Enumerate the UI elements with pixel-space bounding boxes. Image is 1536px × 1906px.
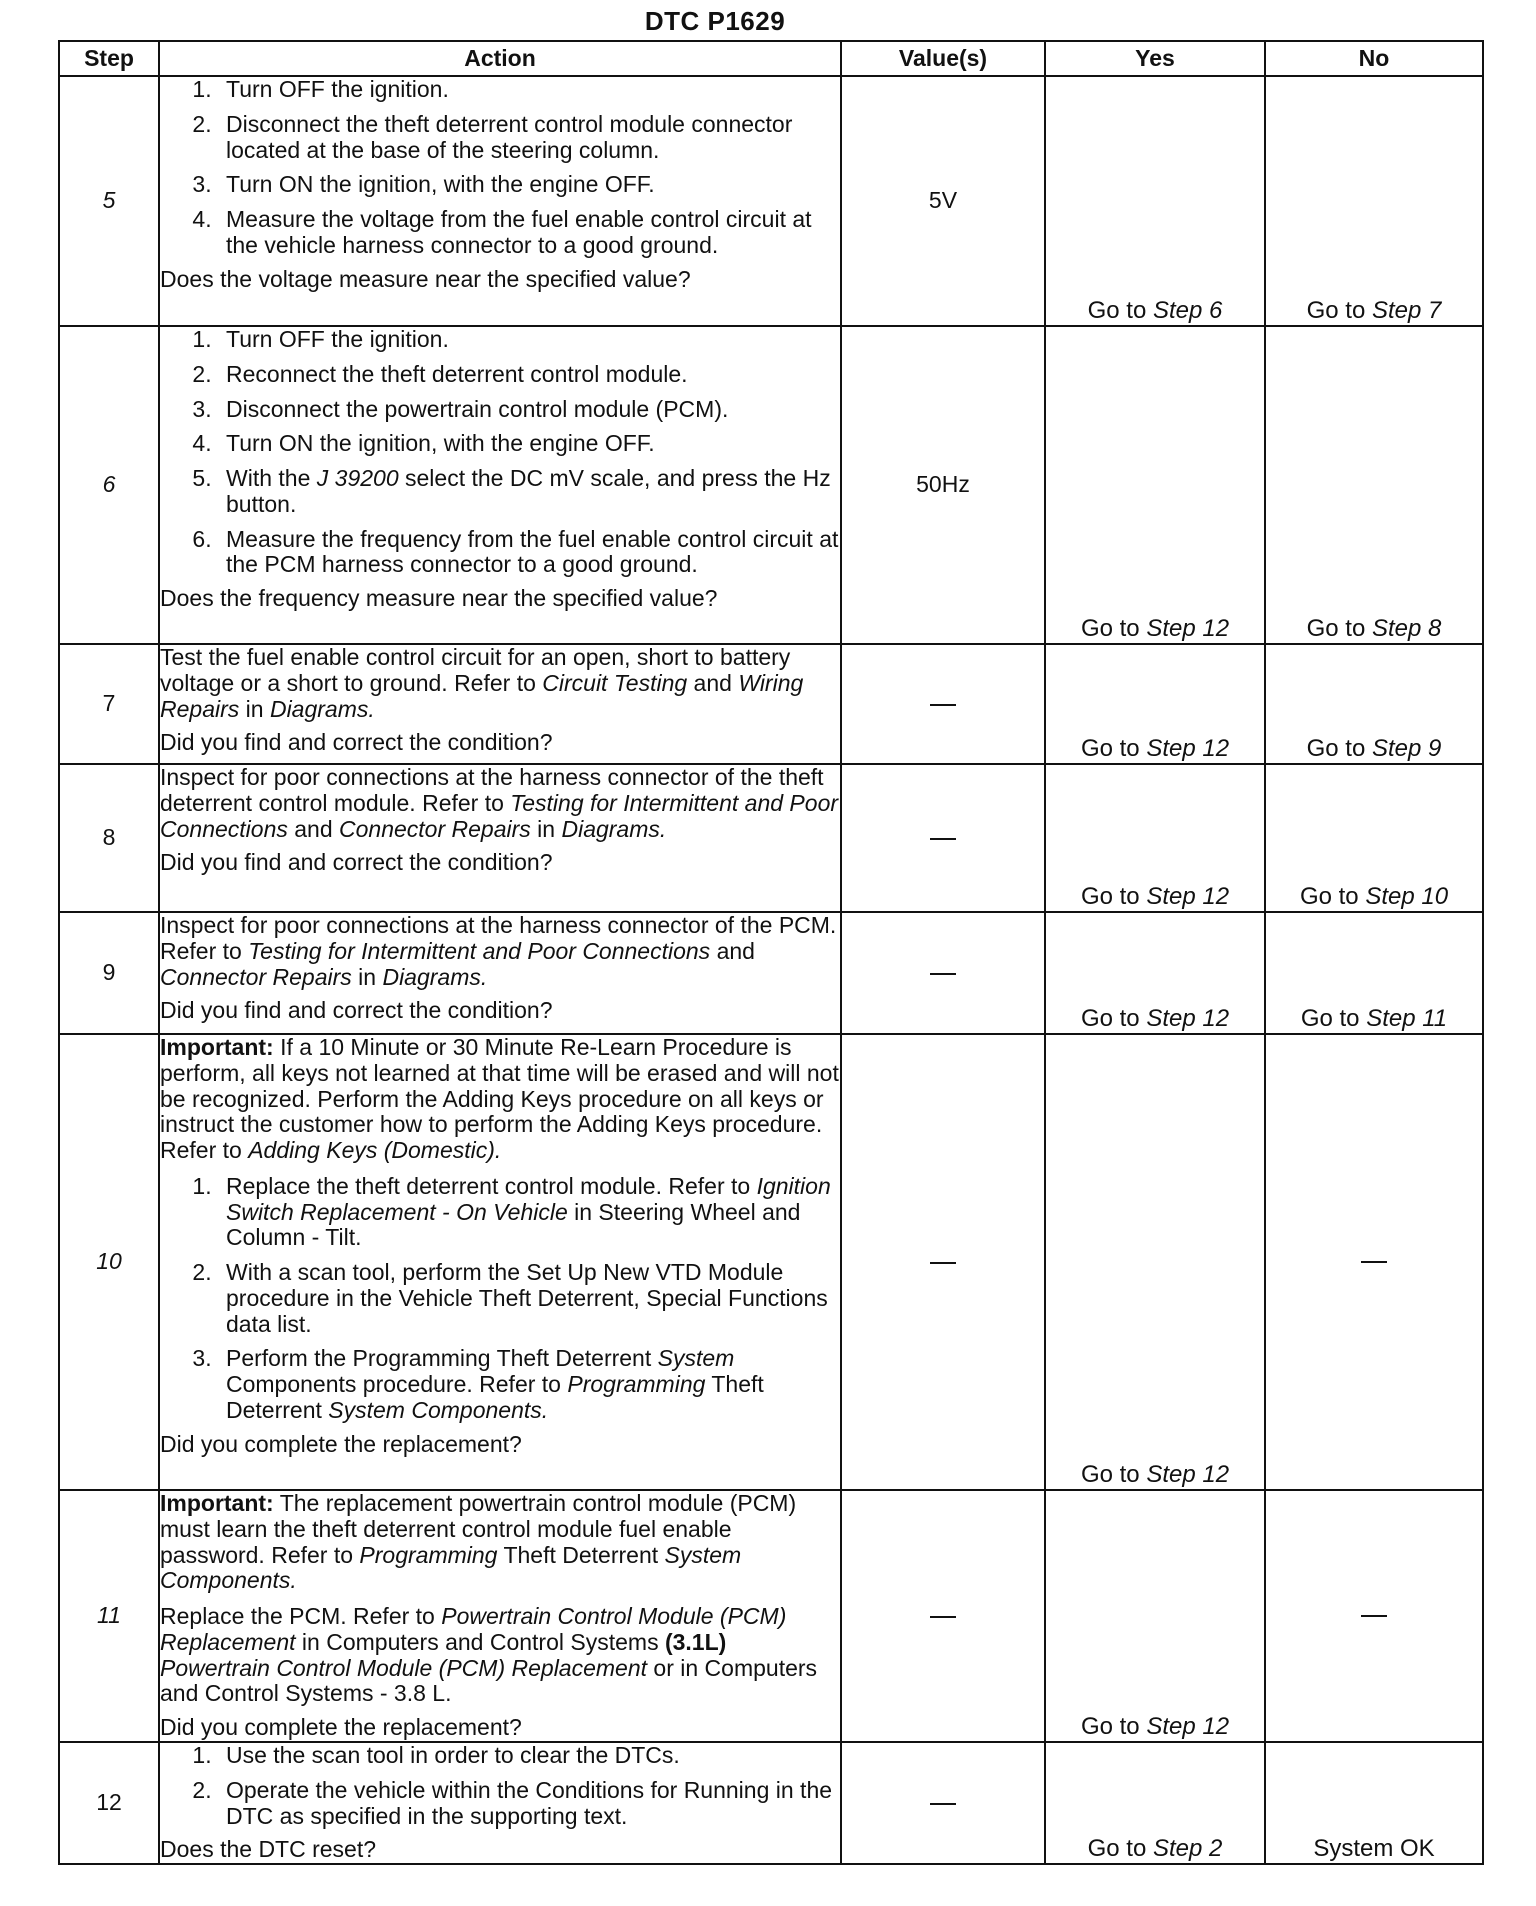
reference-link[interactable]: Powertrain Control Module (PCM) Replacement	[160, 1654, 648, 1681]
table-row	[59, 1742, 1483, 1864]
dash-mark	[1361, 1261, 1387, 1263]
question-text: Did you find and correct the condition?	[160, 997, 553, 1024]
no-cell: System OK	[1265, 1742, 1483, 1864]
list-item	[218, 1346, 840, 1423]
important-label: Important:	[160, 1034, 274, 1060]
value-cell	[841, 1490, 1045, 1742]
list-item: 6. Measure the frequency from the fuel enable control circuit at the PCM harness connector to a good ground.	[218, 527, 840, 579]
action-text: and	[710, 937, 755, 964]
important-note	[160, 1035, 840, 1164]
reference-link[interactable]: Circuit Testing	[542, 669, 688, 696]
action-list	[160, 327, 840, 578]
yes-step-link[interactable]: Step 12	[1146, 615, 1230, 643]
value-cell	[841, 1742, 1045, 1864]
action-cell	[159, 1034, 841, 1490]
list-item	[218, 1174, 840, 1251]
action-text: in	[530, 815, 562, 842]
dash-mark	[930, 1262, 956, 1264]
table-row	[59, 76, 1483, 326]
value-cell	[841, 1034, 1045, 1490]
important-note	[160, 1491, 840, 1594]
reference-link[interactable]: Testing for Intermittent and Poor Connections	[160, 789, 839, 842]
no-step-link[interactable]: Step 7	[1371, 297, 1442, 325]
reference-link[interactable]: Programming	[359, 1541, 498, 1568]
reference-link[interactable]: Wiring Repairs	[160, 669, 804, 722]
action-cell	[159, 326, 841, 644]
yes-step-link[interactable]: Step 12	[1146, 883, 1230, 911]
yes-prefix: Go to	[1080, 1461, 1147, 1489]
important-text: The replacement powertrain control module (PCM) must learn the theft deterrent control module fuel enable password. Refer to	[160, 1490, 797, 1568]
yes-step-link[interactable]: Step 2	[1152, 1835, 1223, 1863]
list-item-text: in Steering Wheel and Column - Tilt.	[226, 1198, 801, 1251]
table-row	[59, 1490, 1483, 1742]
reference-link[interactable]: Diagrams.	[382, 963, 488, 990]
no-cell	[1265, 644, 1483, 764]
action-text: and	[287, 815, 340, 842]
yes-prefix: Go to	[1080, 883, 1147, 911]
no-step-link[interactable]: Step 10	[1365, 883, 1449, 911]
no-prefix: Go to	[1306, 297, 1372, 325]
header-row	[59, 41, 1483, 76]
list-item: 2. Operate the vehicle within the Conditions for Running in the DTC as specified in the supporting text.	[218, 1778, 840, 1830]
table-row	[59, 326, 1483, 644]
action-text: Inspect for poor connections at the harness connector of the theft deterrent control module. Refer to	[160, 764, 824, 816]
list-item-text: Replace the theft deterrent control module. Refer to	[226, 1172, 757, 1199]
no-prefix: Go to	[1306, 735, 1372, 763]
dash-mark	[930, 838, 956, 840]
yes-cell	[1045, 644, 1265, 764]
step-number: 8	[59, 764, 159, 912]
tool-reference: J 39200	[316, 465, 399, 491]
action-text: and	[687, 669, 739, 696]
reference-link[interactable]: Powertrain Control Module (PCM) Replacement	[160, 1603, 787, 1655]
list-item: 3. Disconnect the powertrain control module (PCM).	[218, 397, 840, 423]
yes-prefix: Go to	[1080, 1005, 1147, 1033]
reference-link[interactable]: Adding Keys (Domestic).	[248, 1137, 502, 1163]
table-row	[59, 1034, 1483, 1490]
action-text: in Computers and Control Systems	[295, 1628, 665, 1655]
dash-mark	[930, 1803, 956, 1805]
action-text: Replace the PCM. Refer to	[160, 1603, 442, 1629]
reference-link[interactable]: Programming	[567, 1371, 706, 1397]
action-paragraph	[160, 645, 840, 722]
yes-step-link[interactable]: Step 6	[1152, 297, 1223, 325]
dash-mark	[930, 704, 956, 706]
yes-cell	[1045, 1034, 1265, 1490]
header-yes: Yes	[1045, 41, 1265, 76]
list-item: 4. Measure the voltage from the fuel enable control circuit at the vehicle harness connector to a good ground.	[218, 207, 840, 259]
no-step-link[interactable]: Step 8	[1371, 615, 1442, 643]
yes-step-link[interactable]: Step 12	[1146, 1461, 1230, 1489]
reference-link[interactable]: Diagrams.	[269, 695, 375, 722]
yes-cell	[1045, 326, 1265, 644]
action-list	[160, 1743, 840, 1829]
action-paragraph	[160, 1604, 840, 1707]
dtc-table	[58, 40, 1484, 1865]
list-item: 1. Use the scan tool in order to clear the DTCs.	[218, 1743, 840, 1769]
list-item-text: select the DC mV scale, and press the Hz button.	[226, 465, 831, 517]
list-item: 1. Turn OFF the ignition.	[218, 77, 840, 103]
list-item: 4. Turn ON the ignition, with the engine OFF.	[218, 431, 840, 457]
yes-step-link[interactable]: Step 12	[1146, 1713, 1230, 1741]
table-row	[59, 644, 1483, 764]
reference-link[interactable]: Connector Repairs	[160, 963, 352, 990]
question-text: Did you complete the replacement?	[160, 1714, 522, 1740]
list-item: 2. With a scan tool, perform the Set Up New VTD Module procedure in the Vehicle Theft Deterrent, Special Functions data list.	[218, 1260, 840, 1337]
reference-link[interactable]: Diagrams.	[561, 815, 667, 842]
list-item-text: Components procedure. Refer to	[226, 1371, 568, 1397]
action-text: Inspect for poor connections at the harness connector of the PCM. Refer to	[160, 912, 837, 964]
no-step-link[interactable]: Step 11	[1366, 1005, 1448, 1033]
question-text: Did you complete the replacement?	[160, 1430, 522, 1457]
no-step-link[interactable]: Step 9	[1371, 735, 1442, 763]
yes-cell	[1045, 764, 1265, 912]
action-text: in	[239, 695, 270, 722]
reference-link[interactable]: Connector Repairs	[339, 815, 531, 842]
step-number: 11	[59, 1490, 159, 1742]
list-item: 1. Turn OFF the ignition.	[218, 327, 840, 353]
page-title: DTC P1629	[644, 6, 786, 36]
action-cell	[159, 1490, 841, 1742]
action-text: Test the fuel enable control circuit for an open, short to battery voltage or a short to ground. Refer to	[160, 644, 791, 696]
list-item-text: Theft Deterrent	[226, 1371, 764, 1423]
yes-step-link[interactable]: Step 12	[1146, 1005, 1230, 1033]
table-row	[59, 764, 1483, 912]
yes-cell	[1045, 912, 1265, 1034]
value-cell	[841, 764, 1045, 912]
yes-cell	[1045, 76, 1265, 326]
step-number: 5	[59, 76, 159, 326]
action-paragraph	[160, 765, 840, 842]
no-prefix: Go to	[1306, 615, 1372, 643]
reference-link[interactable]: Testing for Intermittent and Poor Connections	[248, 937, 711, 964]
action-list	[160, 1174, 840, 1424]
action-text: in	[351, 963, 383, 990]
action-list	[160, 77, 840, 259]
action-cell	[159, 76, 841, 326]
list-item-text: Perform the Programming Theft Deterrent	[226, 1345, 658, 1372]
yes-cell	[1045, 1742, 1265, 1864]
value-cell	[841, 912, 1045, 1034]
table-row	[59, 912, 1483, 1034]
list-item	[218, 466, 840, 518]
dash-mark	[930, 1616, 956, 1618]
yes-prefix: Go to	[1087, 297, 1153, 325]
action-text: or in Computers and Control Systems - 3.8 L.	[160, 1654, 818, 1707]
header-values: Value(s)	[841, 41, 1045, 76]
dash-mark	[1361, 1615, 1387, 1617]
reference-link[interactable]: System Components.	[160, 1541, 742, 1594]
step-number: 7	[59, 644, 159, 764]
question-text: Does the DTC reset?	[160, 1836, 377, 1863]
no-prefix: Go to	[1300, 1005, 1367, 1033]
no-cell	[1265, 1490, 1483, 1742]
value-cell: 50Hz	[841, 326, 1045, 644]
yes-prefix: Go to	[1080, 1713, 1147, 1741]
list-item: 2. Reconnect the theft deterrent control module.	[218, 362, 840, 388]
step-number: 12	[59, 1742, 159, 1864]
no-cell	[1265, 76, 1483, 326]
important-label: Important:	[160, 1490, 274, 1516]
yes-prefix: Go to	[1080, 615, 1147, 643]
dash-mark	[930, 973, 956, 975]
action-cell	[159, 764, 841, 912]
value-cell	[841, 644, 1045, 764]
list-item-text: System	[657, 1345, 735, 1372]
step-number: 6	[59, 326, 159, 644]
yes-step-link[interactable]: Step 12	[1146, 735, 1230, 763]
question-text: Does the voltage measure near the specified value?	[160, 265, 691, 292]
action-cell	[159, 644, 841, 764]
yes-prefix: Go to	[1080, 735, 1147, 763]
list-item-text: With the	[226, 465, 317, 491]
no-cell	[1265, 912, 1483, 1034]
list-item: 2. Disconnect the theft deterrent control module connector located at the base of the steering column.	[218, 112, 840, 164]
header-no: No	[1265, 41, 1483, 76]
list-item: 3. Turn ON the ignition, with the engine OFF.	[218, 172, 840, 198]
action-cell	[159, 912, 841, 1034]
important-text: If a 10 Minute or 30 Minute Re-Learn Procedure is perform, all keys not learned at that time will be erased and will not be recognized. Perform the Adding Keys procedure on all keys or instruct the customer how to perform the Adding Keys procedure. Refer to	[160, 1034, 839, 1163]
action-cell	[159, 1742, 841, 1864]
action-paragraph	[160, 913, 840, 990]
reference-link[interactable]: System Components.	[328, 1396, 549, 1423]
no-cell	[1265, 1034, 1483, 1490]
header-step: Step	[59, 41, 159, 76]
step-number: 10	[59, 1034, 159, 1490]
value-cell: 5V	[841, 76, 1045, 326]
no-cell	[1265, 764, 1483, 912]
question-text: Did you find and correct the condition?	[160, 849, 553, 876]
reference-link[interactable]: Ignition Switch Replacement - On Vehicle	[226, 1172, 831, 1225]
yes-cell	[1045, 1490, 1265, 1742]
engine-size: (3.1L)	[664, 1628, 727, 1655]
header-action: Action	[159, 41, 841, 76]
question-text: Does the frequency measure near the specified value?	[160, 585, 718, 611]
no-cell	[1265, 326, 1483, 644]
step-number: 9	[59, 912, 159, 1034]
important-text: Theft Deterrent	[497, 1541, 665, 1568]
question-text: Did you find and correct the condition?	[160, 729, 553, 756]
yes-prefix: Go to	[1087, 1835, 1153, 1863]
no-prefix: Go to	[1299, 883, 1366, 911]
